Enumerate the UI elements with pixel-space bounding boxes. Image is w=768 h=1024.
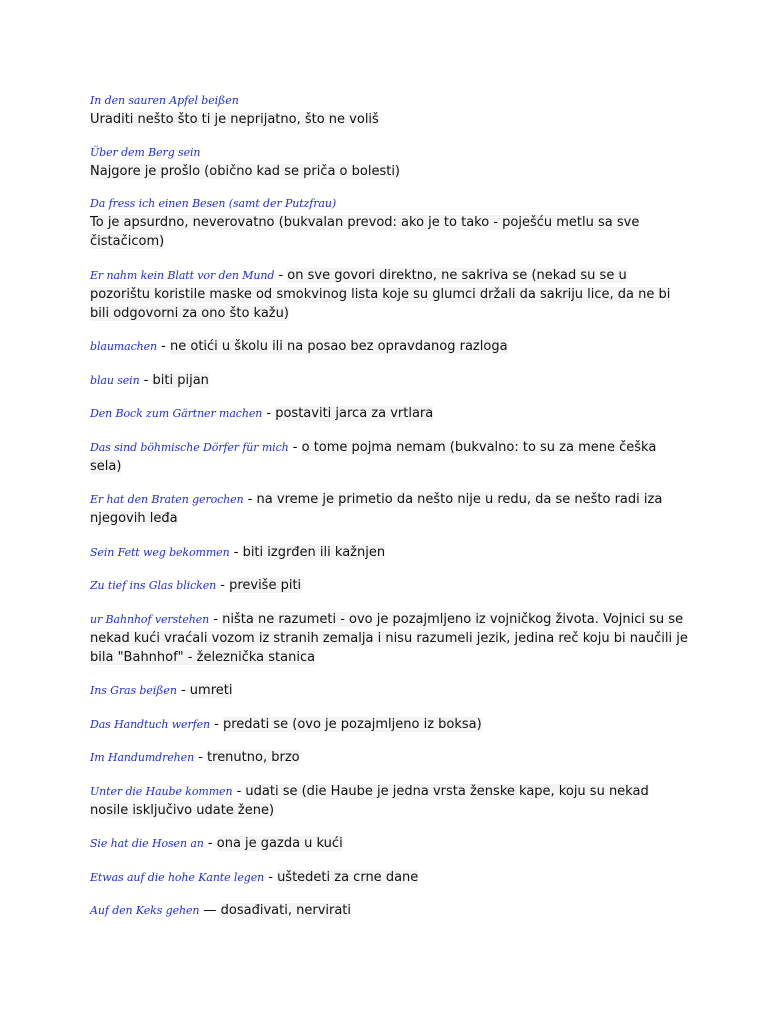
german-idiom: In den sauren Apfel beißen <box>90 94 239 107</box>
serbian-translation: Uraditi nešto što ti je neprijatno, što ne voliš <box>90 112 379 127</box>
separator-dash: - <box>232 783 246 799</box>
idiom-entry <box>90 576 690 595</box>
separator-dash: - <box>243 492 257 507</box>
idiom-entry <box>90 782 690 820</box>
idiom-entry <box>90 404 690 423</box>
separator-dash: - <box>274 267 288 283</box>
separator-dash: - <box>209 611 223 627</box>
separator-dash: - <box>139 372 153 388</box>
serbian-translation: o tome pojma nemam (bukvalno: to su za mene češka sela) <box>90 439 657 474</box>
separator-dash: - <box>262 406 276 421</box>
idiom-entry <box>90 371 690 390</box>
idiom-entry <box>90 681 690 700</box>
serbian-translation: umreti <box>189 683 233 698</box>
german-idiom: Er hat den Braten gerochen <box>90 493 244 506</box>
german-idiom: blaumachen <box>90 340 158 353</box>
idiom-entry <box>90 438 690 476</box>
separator-dash: - <box>176 683 190 698</box>
idiom-entry <box>90 337 690 356</box>
serbian-translation: previše piti <box>229 578 302 593</box>
serbian-translation: dosađivati, nervirati <box>220 903 352 918</box>
separator-dash: - <box>216 578 230 593</box>
idiom-entry <box>90 195 690 251</box>
serbian-translation: trenutno, brzo <box>207 750 300 765</box>
serbian-translation: uštedeti za crne dane <box>277 869 419 885</box>
serbian-translation: na vreme je primetio da nešto nije u redu, da se nešto radi iza njegovih leđa <box>90 492 663 526</box>
german-idiom: Das sind böhmische Dörfer für mich <box>90 440 289 454</box>
idiom-entry <box>90 144 690 181</box>
german-idiom: Sein Fett weg bekommen <box>90 545 230 559</box>
serbian-translation: udati se (die Haube je jedna vrsta ženske kape, koju su nekad nosile isključivo udate žene) <box>90 783 649 818</box>
separator-dash: - <box>157 339 170 354</box>
idiom-entry <box>90 610 690 667</box>
german-idiom: Da fress ich einen Besen (samt der Putzfrau) <box>90 197 337 210</box>
german-idiom: Unter die Haube kommen <box>90 784 233 798</box>
separator-dash: - <box>194 750 208 765</box>
idiom-entry <box>90 92 690 129</box>
german-idiom: Das Handtuch werfen <box>90 717 210 731</box>
serbian-translation: biti izgrđen ili kažnjen <box>242 544 386 560</box>
serbian-translation: postaviti jarca za vrtlara <box>275 406 434 421</box>
separator-dash: - <box>288 439 302 455</box>
german-idiom: Zu tief ins Glas blicken <box>90 579 217 592</box>
separator-dash: — <box>199 903 221 918</box>
german-idiom: Ins Gras beißen <box>90 684 177 697</box>
german-idiom: Im Handumdrehen <box>90 751 195 764</box>
german-idiom: Auf den Keks gehen <box>90 904 200 917</box>
german-idiom: Etwas auf die hohe Kante legen <box>90 870 265 884</box>
german-idiom: Sie hat die Hosen an <box>90 837 204 850</box>
document-page <box>90 92 690 935</box>
idiom-entry <box>90 490 690 528</box>
serbian-translation: ona je gazda u kući <box>216 836 343 851</box>
idiom-entry <box>90 266 690 323</box>
serbian-translation: Najgore je prošlo (obično kad se priča o bolesti) <box>90 163 401 179</box>
idiom-entry <box>90 834 690 853</box>
idiom-entry <box>90 748 690 767</box>
serbian-translation: biti pijan <box>152 372 209 388</box>
serbian-translation: on sve govori direktno, ne sakriva se (nekad su se u pozorištu koristile maske od smokvinog lista koje su glumci držali da sakriju lice, da ne bi bili odgovorni za ono što kažu) <box>90 267 671 321</box>
idiom-entry <box>90 901 690 920</box>
german-idiom: blau sein <box>90 373 140 387</box>
german-idiom: Er nahm kein Blatt vor den Mund <box>90 268 275 282</box>
separator-dash: - <box>210 716 223 732</box>
idiom-entry <box>90 543 690 562</box>
idiom-entry <box>90 715 690 734</box>
serbian-translation: To je apsurdno, neverovatno (bukvalan prevod: ako je to tako - poješću metlu sa sve čistačicom) <box>90 215 640 249</box>
idiom-entry <box>90 868 690 887</box>
separator-dash: - <box>229 544 243 560</box>
separator-dash: - <box>264 869 278 885</box>
separator-dash: - <box>203 836 217 851</box>
serbian-translation: ne otići u školu ili na posao bez opravdanog razloga <box>170 339 508 354</box>
serbian-translation: predati se (ovo je pozajmljeno iz boksa) <box>222 716 482 732</box>
german-idiom: ur Bahnhof verstehen <box>90 612 210 626</box>
german-idiom: Den Bock zum Gärtner machen <box>90 407 263 420</box>
german-idiom: Über dem Berg sein <box>90 145 201 159</box>
serbian-translation: ništa ne razumeti - ovo je pozajmljeno iz vojničkog života. Vojnici su se nekad kući vraćali vozom iz stranih zemalja i nisu razumeli jezik, jedina reč koju bi naučili je bila "Bahnhof" - železnička stanica <box>90 611 688 665</box>
